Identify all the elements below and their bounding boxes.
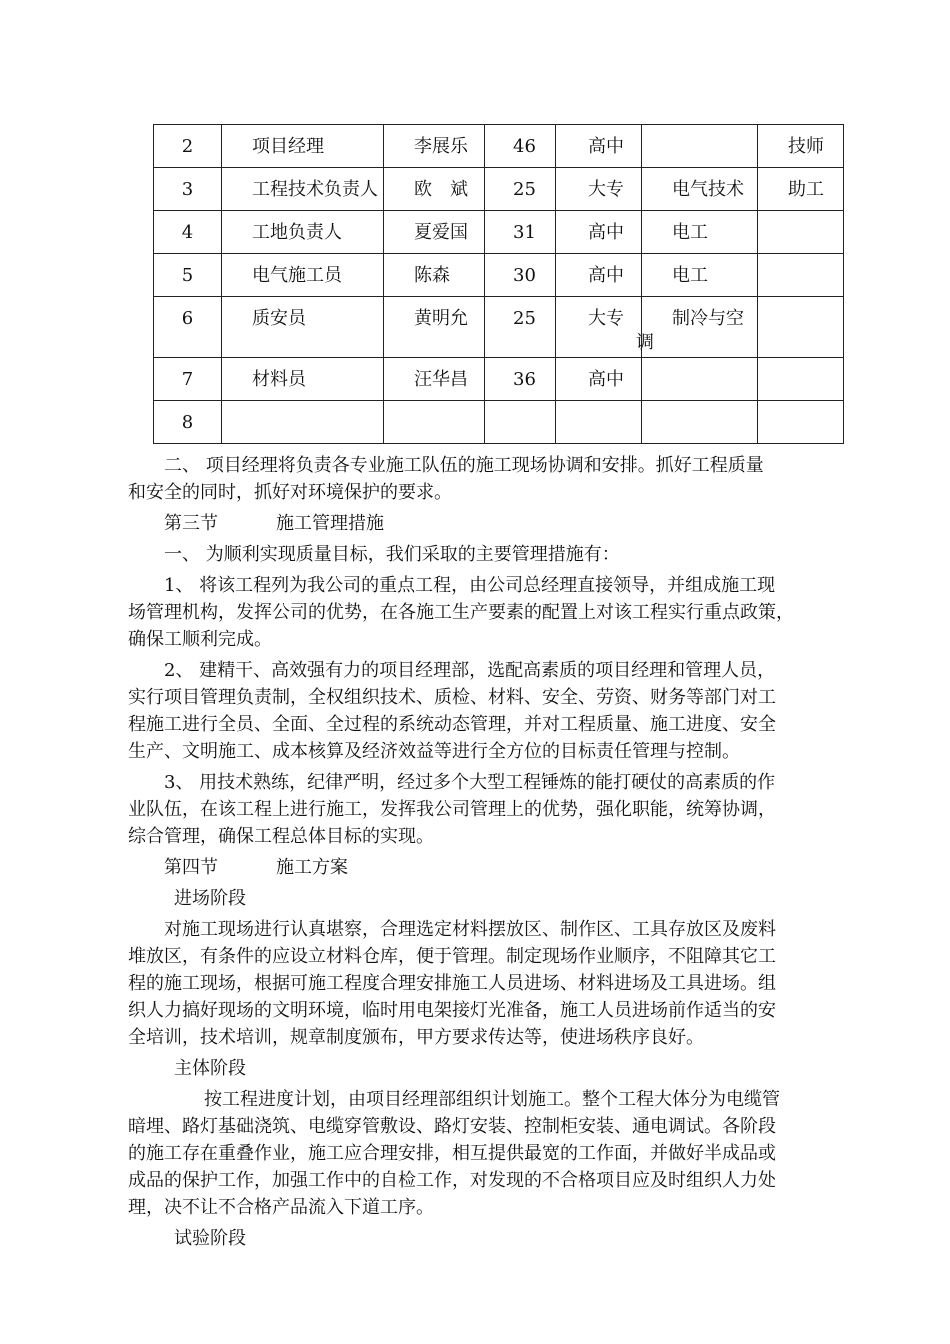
item2-line3: 程施工进行全员、全面、全过程的系统动态管理，并对工程质量、施工进度、安全 <box>128 714 776 735</box>
cell-title <box>758 211 844 254</box>
staff-table <box>153 124 844 444</box>
item1-line1: 1、 将该工程列为我公司的重点工程，由公司总经理直接领导，并组成施工现 <box>164 575 776 596</box>
cell-position: 工程技术负责人 <box>222 168 384 211</box>
cell-title: 助工 <box>758 168 844 211</box>
main-line5: 理，决不让不合格产品流入下道工序。 <box>128 1197 434 1218</box>
cell-title: 技师 <box>758 125 844 168</box>
table-row <box>154 254 844 297</box>
cell-position: 材料员 <box>222 358 384 401</box>
section-four-title: 施工方案 <box>276 857 348 878</box>
cell-education: 高中 <box>556 211 642 254</box>
cell-title <box>758 401 844 444</box>
cell-position: 电气施工员 <box>222 254 384 297</box>
main-line4: 成品的保护工作，加强工作中的自检工作，对发现的不合格项目应及时组织人力处 <box>128 1170 776 1191</box>
cell-education: 大专 <box>556 168 642 211</box>
cell-name: 李展乐 <box>384 125 485 168</box>
paragraph-one: 一、 为顺利实现质量目标，我们采取的主要管理措施有： <box>164 544 620 565</box>
cell-education <box>556 401 642 444</box>
cell-position: 工地负责人 <box>222 211 384 254</box>
cell-education: 高中 <box>556 358 642 401</box>
cell-specialty: 电工 <box>642 211 758 254</box>
entry-line1: 对施工现场进行认真堪察，合理选定材料摆放区、制作区、工具存放区及废料 <box>164 919 776 940</box>
item3-line1: 3、 用技术熟练，纪律严明，经过多个大型工程锤炼的能打硬仗的高素质的作 <box>164 772 776 793</box>
item2-line1: 2、 建精干、高效强有力的项目经理部，选配高素质的项目经理和管理人员， <box>164 660 776 681</box>
cell-name: 黄明允 <box>384 297 485 358</box>
cell-age <box>485 401 556 444</box>
cell-specialty: 电气技术 <box>642 168 758 211</box>
item1-line2: 场管理机构，发挥公司的优势，在各施工生产要素的配置上对该工程实行重点政策， <box>128 602 794 623</box>
cell-name: 夏爱国 <box>384 211 485 254</box>
cell-specialty <box>636 297 758 358</box>
cell-specialty: 电工 <box>642 254 758 297</box>
section-three-title: 施工管理措施 <box>276 513 384 534</box>
table-row <box>154 125 844 168</box>
cell-no: 7 <box>154 358 222 401</box>
cell-age: 31 <box>485 211 556 254</box>
cell-specialty <box>642 125 758 168</box>
entry-line4: 织人力搞好现场的文明环境，临时用电架接灯光准备，施工人员进场前作适当的安 <box>128 1000 776 1021</box>
cell-no: 5 <box>154 254 222 297</box>
section-four-heading <box>128 854 828 881</box>
cell-age: 46 <box>485 125 556 168</box>
cell-age: 30 <box>485 254 556 297</box>
cell-specialty-line2: 调 <box>636 332 654 353</box>
cell-name: 陈森 <box>384 254 485 297</box>
cell-age: 25 <box>485 168 556 211</box>
heading-entry-stage: 进场阶段 <box>174 888 246 909</box>
cell-title <box>758 358 844 401</box>
cell-no: 8 <box>154 401 222 444</box>
cell-title <box>758 297 844 358</box>
cell-name: 欧 斌 <box>384 168 485 211</box>
entry-line3: 程的施工现场，根据可施工程度合理安排施工人员进场、材料进场及工具进场。组 <box>128 973 776 994</box>
main-line1: 按工程进度计划，由项目经理部组织计划施工。整个工程大体分为电缆管 <box>204 1089 780 1110</box>
cell-specialty-line1: 制冷与空 <box>672 308 744 329</box>
cell-education: 高中 <box>556 254 642 297</box>
main-line3: 的施工存在重叠作业，施工应合理安排，相互提供最宽的工作面，并做好半成品或 <box>128 1143 776 1164</box>
heading-test-stage: 试验阶段 <box>174 1228 246 1249</box>
paragraph-two-line1: 二、 项目经理将负责各专业施工队伍的施工现场协调和安排。抓好工程质量 <box>164 455 764 476</box>
item3-line3: 综合管理，确保工程总体目标的实现。 <box>128 826 434 847</box>
paragraph-two-line2: 和安全的同时，抓好对环境保护的要求。 <box>128 482 452 503</box>
cell-no: 3 <box>154 168 222 211</box>
cell-no: 6 <box>154 297 222 358</box>
section-four-label: 第四节 <box>164 857 218 878</box>
body-text <box>128 452 828 1252</box>
cell-name: 汪华昌 <box>384 358 485 401</box>
cell-age: 36 <box>485 358 556 401</box>
cell-no: 2 <box>154 125 222 168</box>
cell-title <box>758 254 844 297</box>
cell-name <box>384 401 485 444</box>
table-row <box>154 401 844 444</box>
heading-main-stage: 主体阶段 <box>174 1058 246 1079</box>
table-row <box>154 297 844 358</box>
cell-no: 4 <box>154 211 222 254</box>
section-three-label: 第三节 <box>164 513 218 534</box>
item2-line4: 生产、文明施工、成本核算及经济效益等进行全方位的目标责任管理与控制。 <box>128 741 740 762</box>
entry-line5: 全培训，技术培训，规章制度颁布，甲方要求传达等，使进场秩序良好。 <box>128 1027 704 1048</box>
item3-line2: 业队伍，在该工程上进行施工，发挥我公司管理上的优势，强化职能，统筹协调， <box>128 799 776 820</box>
cell-age: 25 <box>485 297 556 358</box>
table-row <box>154 168 844 211</box>
table-row <box>154 358 844 401</box>
cell-specialty <box>642 401 758 444</box>
table-row <box>154 211 844 254</box>
section-three-heading <box>128 510 828 537</box>
main-line2: 暗埋、路灯基础浇筑、电缆穿管敷设、路灯安装、控制柜安装、通电调试。各阶段 <box>128 1116 776 1137</box>
cell-position: 项目经理 <box>222 125 384 168</box>
item2-line2: 实行项目管理负责制，全权组织技术、质检、材料、安全、劳资、财务等部门对工 <box>128 687 776 708</box>
item1-line3: 确保工顺利完成。 <box>128 629 272 650</box>
cell-education: 大专 <box>556 297 642 358</box>
cell-specialty <box>642 358 758 401</box>
cell-position: 质安员 <box>222 297 384 358</box>
cell-position <box>222 401 384 444</box>
cell-education: 高中 <box>556 125 642 168</box>
entry-line2: 堆放区，有条件的应设立材料仓库，便于管理。制定现场作业顺序，不阻障其它工 <box>128 946 776 967</box>
